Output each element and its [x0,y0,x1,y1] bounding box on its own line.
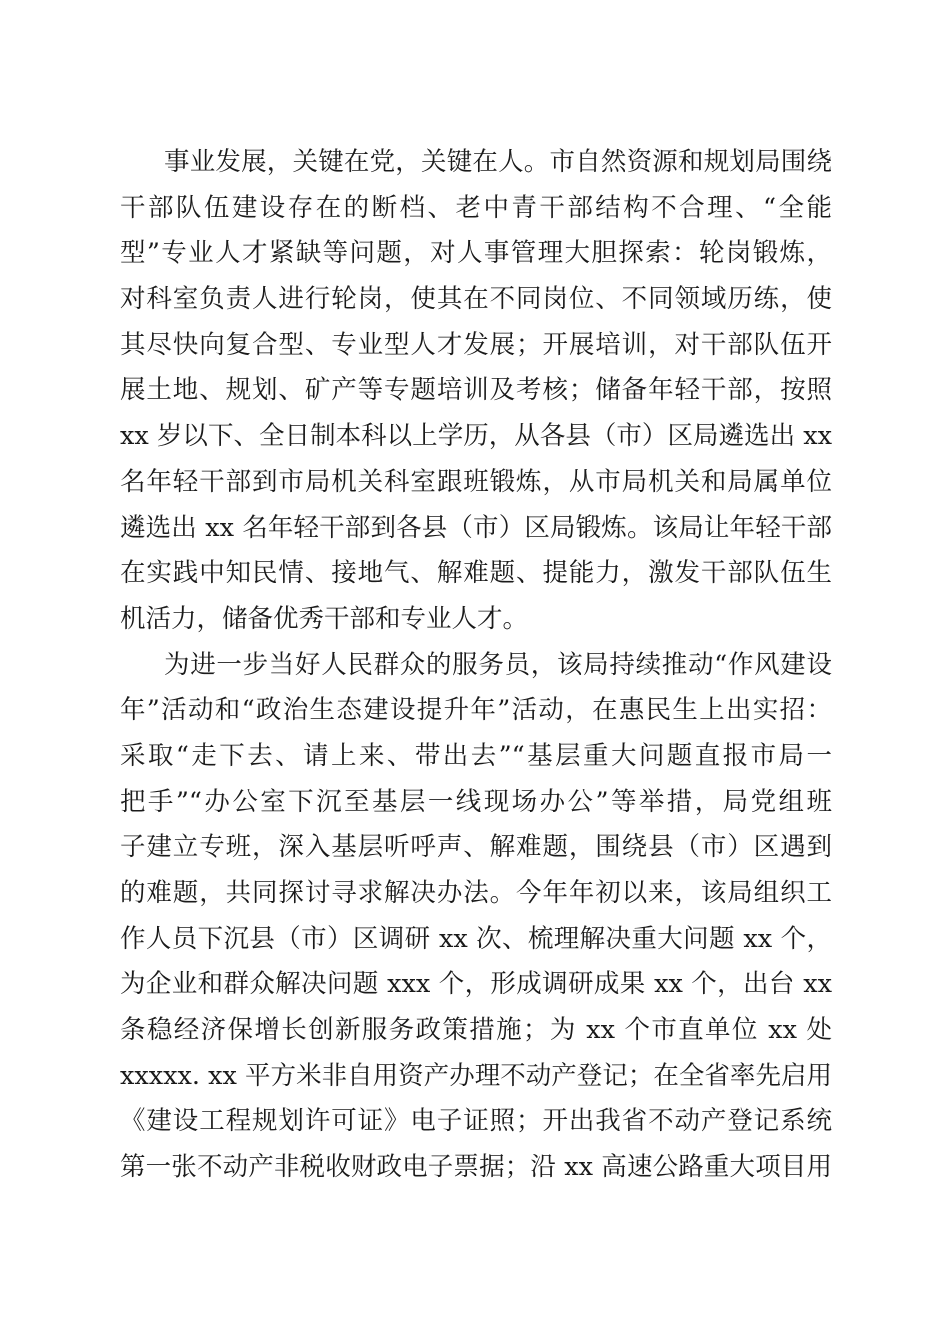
paragraph-1-line-7: xx 岁以下、全日制本科以上学历，从各县（市）区局遴选出 xx [120,421,832,452]
paragraph-2-line-1: 为进一步当好人民群众的服务员，该局持续推动“作风建设 [164,649,832,680]
paragraph-2-line-4: 把手”“办公室下沉至基层一线现场办公”等举措，局党组班 [120,786,832,817]
paragraph-1-line-6: 展土地、规划、矿产等专题培训及考核；储备年轻干部，按照 [120,375,832,406]
paragraph-1-line-10: 在实践中知民情、接地气、解难题、提能力，激发干部队伍生 [120,558,832,589]
paragraph-2-line-3: 采取“走下去、请上来、带出去”“基层重大问题直报市局一 [120,740,832,771]
paragraph-1-line-8: 名年轻干部到市局机关科室跟班锻炼，从市局机关和局属单位 [120,466,832,497]
paragraph-2-line-8: 为企业和群众解决问题 xxx 个，形成调研成果 xx 个，出台 xx [120,969,832,1000]
paragraph-1-line-9: 遴选出 xx 名年轻干部到各县（市）区局锻炼。该局让年轻干部 [120,512,832,543]
paragraph-1-line-11: 机活力，储备优秀干部和专业人才。 [120,603,529,634]
body-text [120,140,832,1191]
paragraph-2-line-12: 第一张不动产非税收财政电子票据；沿 xx 高速公路重大项目用 [120,1152,832,1183]
paragraph-2-line-11: 《建设工程规划许可证》电子证照；开出我省不动产登记系统 [120,1106,832,1137]
paragraph-2-line-9: 条稳经济保增长创新服务政策措施；为 xx 个市直单位 xx 处 [120,1015,832,1046]
paragraph-2-line-6: 的难题，共同探讨寻求解决办法。今年年初以来，该局组织工 [120,878,832,908]
paragraph-2-line-7: 作人员下沉县（市）区调研 xx 次、梳理解决重大问题 xx 个， [120,923,832,954]
paragraph-2-line-10: xxxxx. xx 平方米非自用资产办理不动产登记；在全省率先启用 [120,1060,832,1091]
paragraph-1-line-2: 干部队伍建设存在的断档、老中青干部结构不合理、“全能 [120,192,832,223]
paragraph-1-line-3: 型”专业人才紧缺等问题，对人事管理大胆探索：轮岗锻炼， [120,238,832,269]
paragraph-1-line-1: 事业发展，关键在党，关键在人。市自然资源和规划局围绕 [164,147,832,177]
paragraph-1-line-5: 其尽快向复合型、专业型人才发展；开展培训，对干部队伍开 [120,329,832,360]
paragraph-2-line-5: 子建立专班，深入基层听呼声、解难题，围绕县（市）区遇到 [120,832,832,863]
paragraph-1-line-4: 对科室负责人进行轮岗，使其在不同岗位、不同领域历练，使 [120,284,832,315]
paragraph-2-line-2: 年”活动和“政治生态建设提升年”活动，在惠民生上出实招： [120,695,832,726]
